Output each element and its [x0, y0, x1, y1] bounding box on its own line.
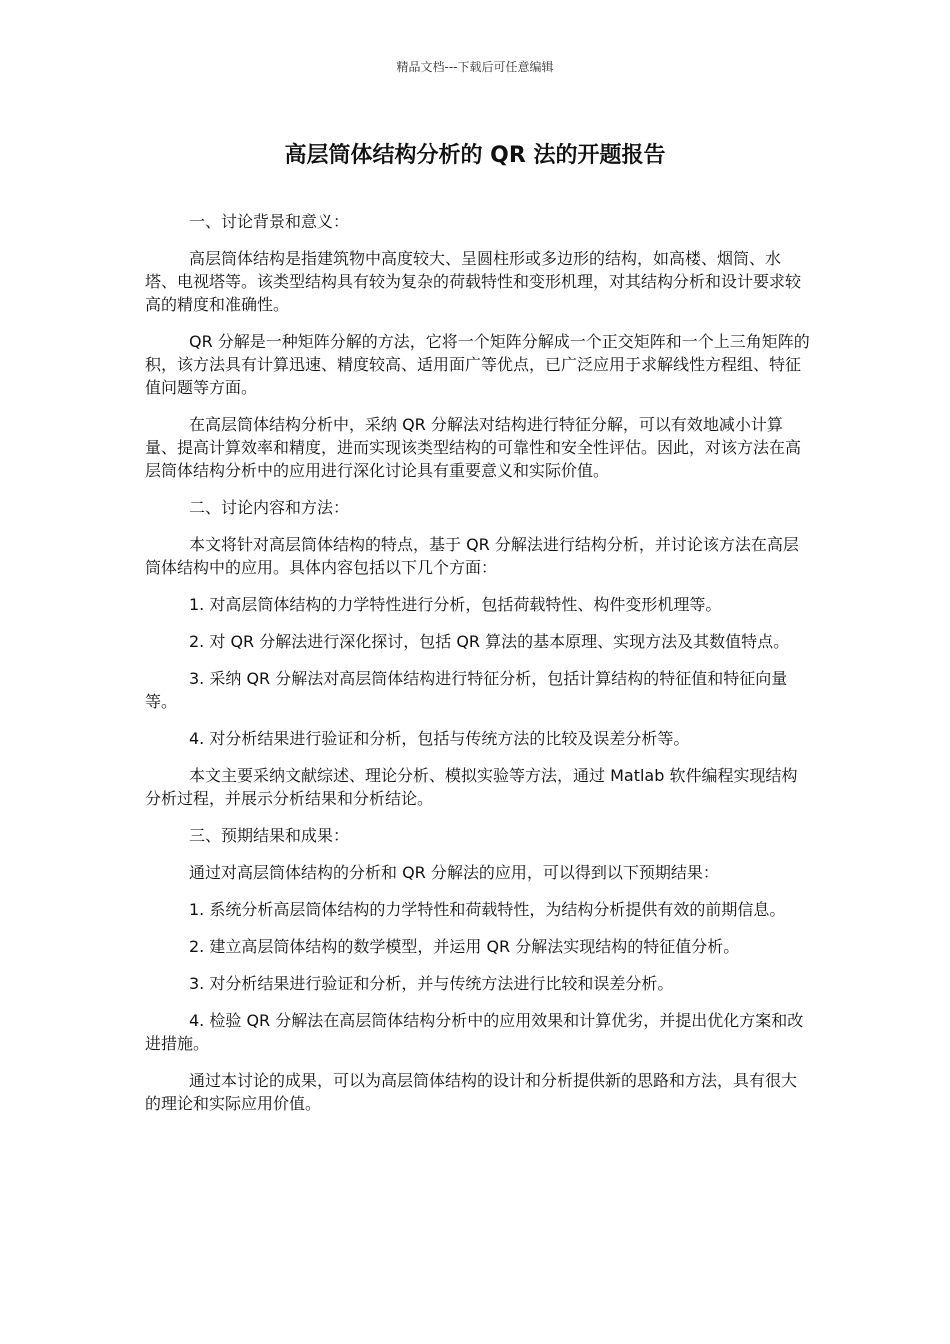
header-note: 精品文档---下载后可任意编辑: [396, 60, 554, 74]
paragraph: 高层筒体结构是指建筑物中高度较大、呈圆柱形或多边形的结构，如高楼、烟筒、水塔、电视塔等。该类型结构具有较为复杂的荷载特性和变形机理，对其结构分析和设计要求较高的精度和准确性。: [145, 249, 802, 314]
paragraph: QR 分解是一种矩阵分解的方法，它将一个矩阵分解成一个正交矩阵和一个上三角矩阵的积，该方法具有计算迅速、精度较高、适用面广等优点，已广泛应用于求解线性方程组、特征值问题等方面。: [145, 332, 810, 397]
list-item: 3. 采纳 QR 分解法对高层筒体结构进行特征分析，包括计算结构的特征值和特征向量等。: [145, 669, 788, 711]
list-item: 3. 对分析结果进行验证和分析，并与传统方法进行比较和误差分析。: [189, 974, 674, 993]
list-item: 4. 检验 QR 分解法在高层筒体结构分析中的应用效果和计算优劣，并提出优化方案和改进措施。: [145, 1011, 804, 1053]
document-title: 高层筒体结构分析的 QR 法的开题报告: [284, 143, 666, 168]
list-item: 1. 系统分析高层筒体结构的力学特性和荷载特性，为结构分析提供有效的前期信息。: [189, 900, 786, 919]
paragraph: 在高层筒体结构分析中，采纳 QR 分解法对结构进行特征分解，可以有效地减小计算量、提高计算效率和精度，进而实现该类型结构的可靠性和安全性评估。因此，对该方法在高层筒体结构分析中的应用进行深化讨论具有重要意义和实际价值。: [145, 415, 802, 480]
list-item: 2. 对 QR 分解法进行深化探讨，包括 QR 算法的基本原理、实现方法及其数值特点。: [189, 632, 790, 651]
paragraph: 本文主要采纳文献综述、理论分析、模拟实验等方法，通过 Matlab 软件编程实现结构分析过程，并展示分析结果和分析结论。: [145, 766, 798, 808]
list-item: 4. 对分析结果进行验证和分析，包括与传统方法的比较及误差分析等。: [189, 729, 690, 748]
paragraph: 通过本讨论的成果，可以为高层筒体结构的设计和分析提供新的思路和方法，具有很大的理论和实际应用价值。: [145, 1071, 798, 1113]
paragraph: 通过对高层筒体结构的分析和 QR 分解法的应用，可以得到以下预期结果：: [189, 863, 719, 882]
section-heading-background: 一、讨论背景和意义：: [189, 212, 350, 231]
document-body: [145, 210, 810, 1129]
list-item: 1. 对高层筒体结构的力学特性进行分析，包括荷载特性、构件变形机理等。: [189, 595, 722, 614]
paragraph: 本文将针对高层筒体结构的特点，基于 QR 分解法进行结构分析，并讨论该方法在高层筒体结构中的应用。具体内容包括以下几个方面：: [145, 535, 799, 577]
list-item: 2. 建立高层筒体结构的数学模型，并运用 QR 分解法实现结构的特征值分析。: [189, 937, 740, 956]
section-heading-content-methods: 二、讨论内容和方法：: [189, 498, 350, 517]
section-heading-expected-results: 三、预期结果和成果：: [189, 826, 350, 845]
